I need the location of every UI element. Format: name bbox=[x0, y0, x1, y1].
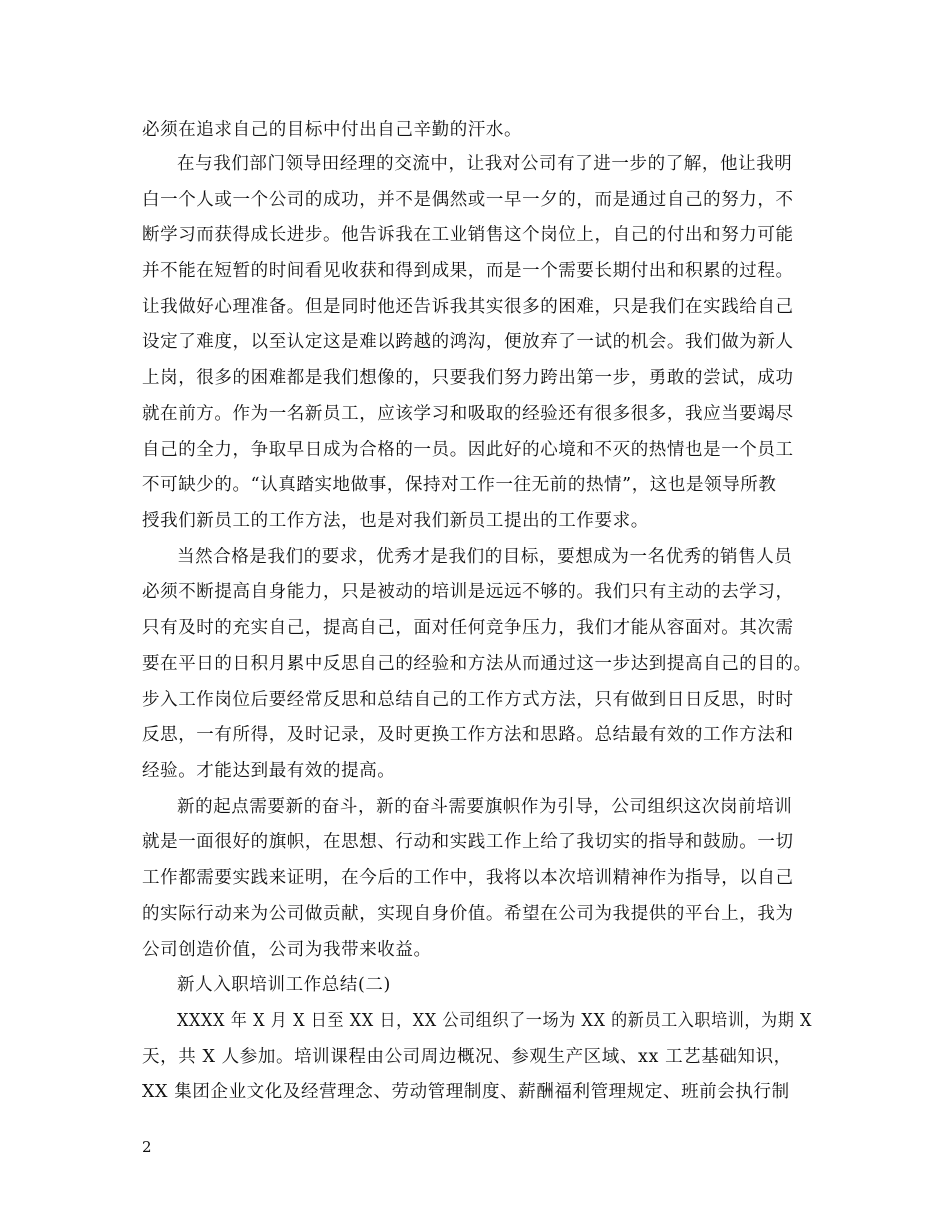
text-line: 当然合格是我们的要求，优秀才是我们的目标，要想成为一名优秀的销售人员 bbox=[177, 547, 793, 567]
text-line: 经验。才能达到最有效的提高。 bbox=[142, 761, 396, 781]
text-line: XX 集团企业文化及经营理念、劳动管理制度、薪酬福利管理规定、班前会执行制 bbox=[142, 1082, 790, 1102]
text-line: 并不能在短暂的时间看见收获和得到成果，而是一个需要长期付出和积累的过程。 bbox=[142, 261, 794, 281]
section-heading: 新人入职培训工作总结(二) bbox=[177, 975, 391, 995]
text-line: 要在平日的日积月累中反思自己的经验和方法从而通过这一步达到提高自己的目的。 bbox=[142, 654, 812, 674]
text-line: 上岗，很多的困难都是我们想像的，只要我们努力跨出第一步，勇敢的尝试，成功 bbox=[142, 368, 794, 388]
text-line: 步入工作岗位后要经常反思和总结自己的工作方式方法，只有做到日日反思，时时 bbox=[142, 690, 794, 710]
text-line: 就在前方。作为一名新员工，应该学习和吸取的经验还有很多很多，我应当要竭尽 bbox=[142, 404, 794, 424]
text-line: XXXX 年 X 月 X 日至 XX 日，XX 公司组织了一场为 XX 的新员工入职培训，为期 X bbox=[177, 1011, 813, 1031]
text-line: 必须不断提高自身能力，只是被动的培训是远远不够的。我们只有主动的去学习， bbox=[142, 582, 794, 602]
page-number: 2 bbox=[142, 1138, 152, 1156]
text-line: 反思，一有所得，及时记录，及时更换工作方法和思路。总结最有效的工作方法和 bbox=[142, 725, 794, 745]
text-line: 不可缺少的。“认真踏实地做事，保持对工作一往无前的热情”，这也是领导所教 bbox=[142, 475, 777, 495]
text-line: 只有及时的充实自己，提高自己，面对任何竞争压力，我们才能从容面对。其次需 bbox=[142, 618, 794, 638]
text-line: 新的起点需要新的奋斗，新的奋斗需要旗帜作为引导，公司组织这次岗前培训 bbox=[177, 797, 793, 817]
text-line: 公司创造价值，公司为我带来收益。 bbox=[142, 940, 432, 960]
text-line: 天，共 X 人参加。培训课程由公司周边概况、参观生产区域、xx 工艺基础知识， bbox=[142, 1047, 792, 1067]
text-line: 自己的全力，争取早日成为合格的一员。因此好的心境和不灭的热情也是一个员工 bbox=[142, 440, 794, 460]
text-line: 设定了难度，以至认定这是难以跨越的鸿沟，便放弃了一试的机会。我们做为新人 bbox=[142, 332, 794, 352]
text-line: 断学习而获得成长进步。他告诉我在工业销售这个岗位上，自己的付出和努力可能 bbox=[142, 225, 794, 245]
text-line: 的实际行动来为公司做贡献，实现自身价值。希望在公司为我提供的平台上，我为 bbox=[142, 904, 794, 924]
text-line: 必须在追求自己的目标中付出自己辛勤的汗水。 bbox=[142, 120, 523, 140]
text-line: 白一个人或一个公司的成功，并不是偶然或一早一夕的，而是通过自己的努力，不 bbox=[142, 190, 794, 210]
text-line: 工作都需要实践来证明，在今后的工作中，我将以本次培训精神作为指导，以自己 bbox=[142, 868, 794, 888]
text-line: 在与我们部门领导田经理的交流中，让我对公司有了进一步的了解，他让我明 bbox=[177, 154, 793, 174]
text-line: 授我们新员工的工作方法，也是对我们新员工提出的工作要求。 bbox=[142, 511, 649, 531]
text-line: 就是一面很好的旗帜，在思想、行动和实践工作上给了我切实的指导和鼓励。一切 bbox=[142, 832, 794, 852]
text-line: 让我做好心理准备。但是同时他还告诉我其实很多的困难，只是我们在实践给自己 bbox=[142, 297, 794, 317]
